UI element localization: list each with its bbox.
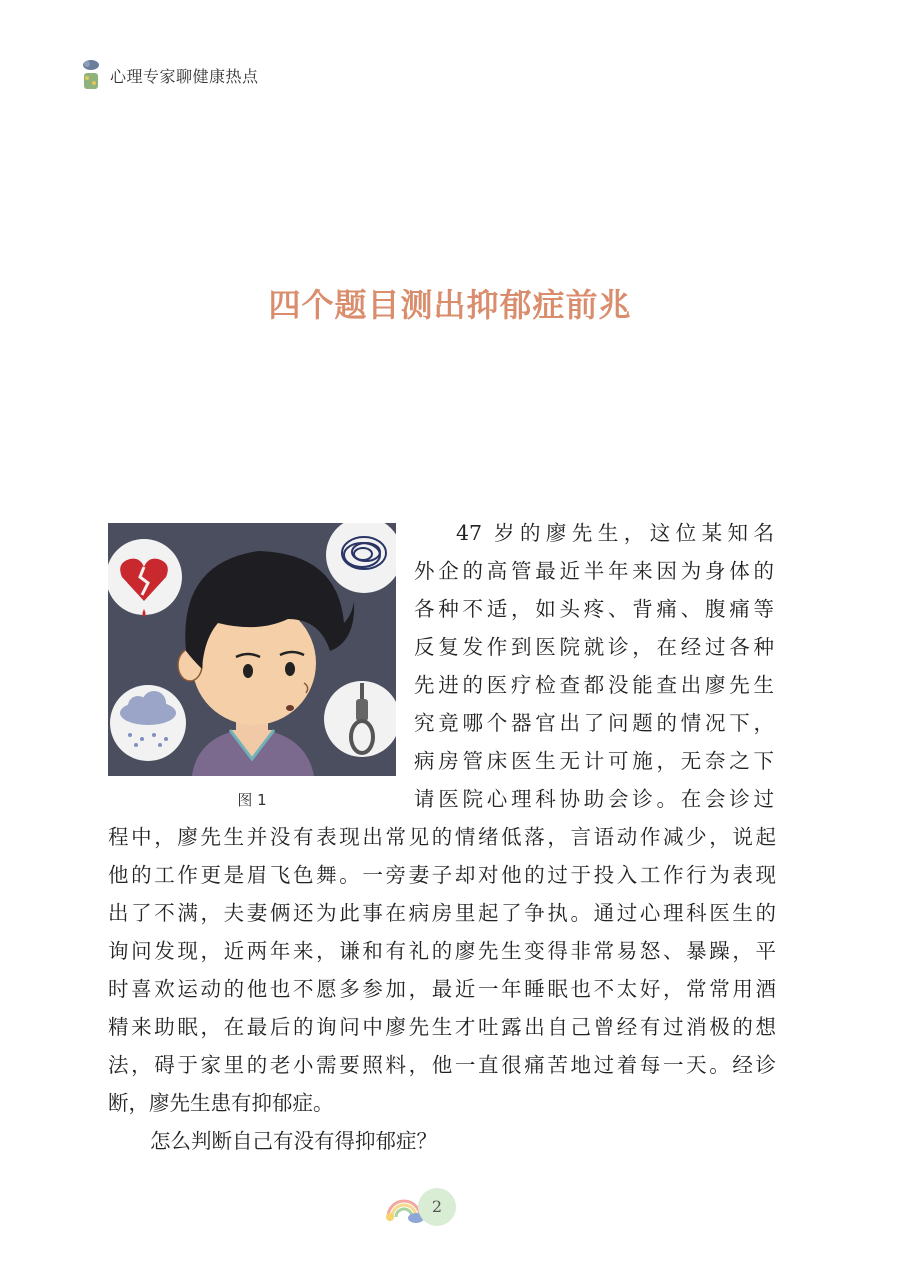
figure-illustration xyxy=(108,523,396,776)
depressed-man-illustration xyxy=(108,523,396,776)
page-number: 2 xyxy=(418,1188,456,1226)
wrapped-paragraph xyxy=(414,514,774,818)
rain-cloud-icon xyxy=(110,685,186,761)
text-line: 请医院心理科协助会诊。在会诊过 xyxy=(414,787,774,811)
text-line: 外企的高管最近半年来因为身体的 xyxy=(414,559,774,583)
text-line: 各种不适，如头疼、背痛、腹痛等 xyxy=(414,597,774,621)
header-title: 心理专家聊健康热点 xyxy=(110,66,259,86)
text-line: 程中，廖先生并没有表现出常见的情绪低落，言语动作减少，说起 xyxy=(108,825,776,849)
text-line: 反复发作到医院就诊，在经过各种 xyxy=(414,635,774,659)
text-line: 询问发现，近两年来，谦和有礼的廖先生变得非常易怒、暴躁，平 xyxy=(108,939,776,963)
text-line: 法，碍于家里的老小需要照料，他一直很痛苦地过着每一天。经诊 xyxy=(108,1053,776,1077)
running-header xyxy=(78,58,259,92)
text-line: 他的工作更是眉飞色舞。一旁妻子却对他的过于投入工作行为表现 xyxy=(108,863,776,887)
chapter-title: 四个题目测出抑郁症前兆 xyxy=(268,286,632,324)
text-line: 出了不满，夫妻俩还为此事在病房里起了争执。通过心理科医生的 xyxy=(108,901,776,925)
text-line: 先进的医疗检查都没能查出廖先生 xyxy=(414,673,774,697)
full-width-paragraph xyxy=(108,818,776,1160)
figure-caption: 图 1 xyxy=(237,791,267,809)
text-line: 病房管床医生无计可施，无奈之下 xyxy=(414,749,774,773)
text-line: 究竟哪个器官出了问题的情况下， xyxy=(414,711,774,735)
text-line: 断，廖先生患有抑郁症。 xyxy=(108,1091,334,1115)
question-line: 怎么判断自己有没有得抑郁症？ xyxy=(150,1129,437,1153)
text-line: 47 岁的廖先生，这位某知名 xyxy=(456,521,774,545)
text-line: 时喜欢运动的他也不愿多参加，最近一年睡眠也不太好，常常用酒 xyxy=(108,977,776,1001)
cloud-plant-logo-icon xyxy=(78,58,104,92)
text-line: 精来助眠，在最后的询问中廖先生才吐露出自己曾经有过消极的想 xyxy=(108,1015,776,1039)
